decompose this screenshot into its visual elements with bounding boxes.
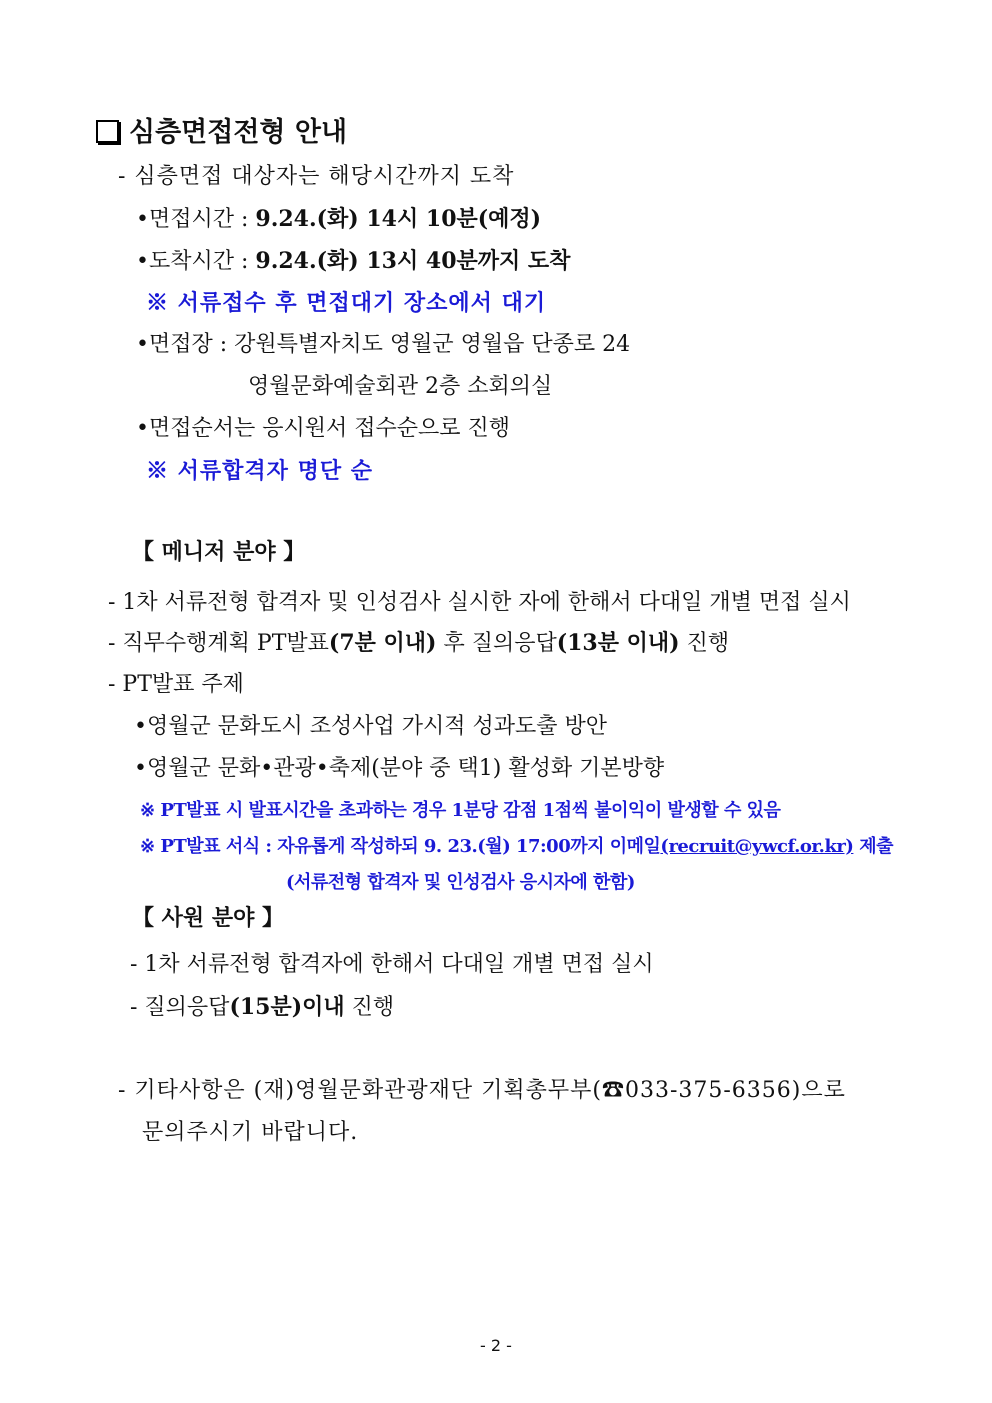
staff-line-2-a: - 질의응답 [130,995,230,1020]
staff-line-2-b: (15분)이내 [229,994,345,1020]
contact-line-2: 문의주시기 바랍니다. [142,1120,359,1145]
interview-time-label: •면접시간 : [136,207,256,232]
manager-line-2-d: (13분 이내) [556,630,680,656]
manager-line-1: - 1차 서류전형 합격자 및 인성검사 실시한 자에 한해서 다대일 개별 면접 실시 [108,590,851,615]
interview-time-value: 9.24.(화) 14시 10분(예정) [255,206,542,232]
venue-line-1: •면접장 : 강원특별자치도 영월군 영월읍 단종로 24 [136,332,631,357]
waiting-note: ※ 서류접수 후 면접대기 장소에서 대기 [146,290,547,316]
manager-line-2-c: 후 질의응답 [436,631,557,656]
manager-note-2 [140,832,893,862]
staff-line-2-c: 진행 [344,995,395,1020]
staff-line-2 [130,992,394,1023]
manager-topic-2: •영월군 문화•관광•축제(분야 중 택1) 활성화 기본방향 [134,756,665,781]
page-number: - 2 - [480,1336,512,1355]
order-line: •면접순서는 응시원서 접수순으로 진행 [136,416,510,441]
contact-line-1: - 기타사항은 (재)영월문화관광재단 기획총무부(☎033-375-6356)으로 [118,1078,846,1103]
manager-line-2-b: (7분 이내) [328,630,437,656]
manager-note-3: (서류전형 합격자 및 인성검사 응시자에 한함) [286,872,635,893]
manager-heading: 【 메니저 분야 】 [132,540,306,565]
manager-note-2-b: 제출 [853,836,893,857]
venue-line-2: 영월문화예술회관 2층 소회의실 [248,374,553,399]
arrival-time-value: 9.24.(화) 13시 40분까지 도착 [255,248,571,274]
manager-line-2-a: - 직무수행계획 PT발표 [108,631,329,656]
arrival-time-label: •도착시간 : [136,249,256,274]
manager-note-1: ※ PT발표 시 발표시간을 초과하는 경우 1분당 감점 1점씩 불이익이 발생할 수 있음 [140,800,781,821]
order-note: ※ 서류합격자 명단 순 [146,458,373,484]
manager-note-2-a: ※ PT발표 서식 : 자유롭게 작성하되 9. 23.(월) 17:00까지 이메일 [140,836,661,857]
intro-line: - 심층면접 대상자는 해당시간까지 도착 [118,164,515,189]
page-title [96,116,347,150]
manager-line-2-e: 진행 [679,631,730,656]
manager-line-3: - PT발표 주제 [108,672,244,697]
arrival-time-line [136,246,570,277]
staff-heading: 【 사원 분야 】 [132,906,284,931]
checkbox-icon [96,120,119,143]
email-link[interactable]: (recruit@ywcf.or.kr) [660,836,854,857]
manager-topic-1: •영월군 문화도시 조성사업 가시적 성과도출 방안 [134,714,607,739]
interview-time-line [136,204,541,235]
staff-line-1: - 1차 서류전형 합격자에 한해서 다대일 개별 면접 실시 [130,952,654,977]
page-title-text: 심층면접전형 안내 [129,117,348,148]
manager-line-2 [108,628,729,659]
